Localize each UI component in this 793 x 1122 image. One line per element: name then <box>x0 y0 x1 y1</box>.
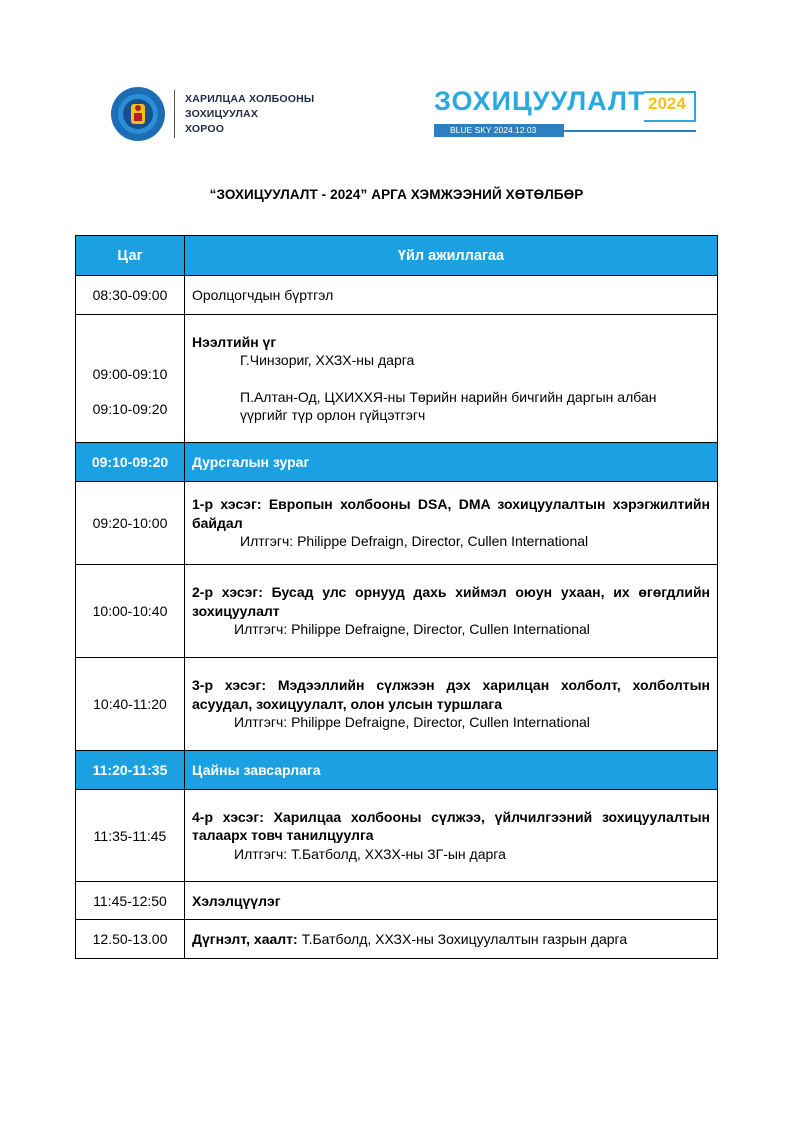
activity-cell <box>185 482 718 565</box>
speaker-line: үүргийг түр орлон гүйцэтгэгч <box>240 407 426 423</box>
activity-heading: Нээлтийн үг <box>192 333 277 350</box>
activity-heading: Дүгнэлт, хаалт: <box>192 931 298 947</box>
org-name-line: ХОРОО <box>185 122 225 135</box>
speaker-line: Г.Чинзориг, ХХЗХ-ны дарга <box>240 352 415 368</box>
speaker-line: Илтгэгч: Т.Батболд, ХХЗХ-ны ЗГ-ын дарга <box>234 845 506 862</box>
time-cell: 09:10-09:20 <box>76 443 185 482</box>
table-row <box>76 315 718 443</box>
table-row <box>76 565 718 658</box>
highlight-row <box>76 443 718 482</box>
activity-heading: 2-р хэсэг: Бусад улс орнууд дахь хиймэл оюун ухаан, их өгөгдлийн зохицуулалт <box>192 584 710 619</box>
time-value: 09:10-09:20 <box>92 401 168 417</box>
table-header-row <box>76 236 718 276</box>
activity-heading: 4-р хэсэг: Харилцаа холбооны сүлжээ, үйлчилгээний зохицуулалтын талаарх товч танилцуулга <box>192 808 710 844</box>
activity-cell <box>185 790 718 882</box>
speaker-line: Илтгэгч: Philippe Defraigne, Director, Cullen International <box>234 621 590 638</box>
time-cell: 10:00-10:40 <box>76 565 185 658</box>
time-cell: 09:20-10:00 <box>76 482 185 565</box>
org-logo <box>110 86 314 142</box>
mongolia-emblem-icon <box>110 86 166 142</box>
time-cell: 10:40-11:20 <box>76 658 185 751</box>
event-logo <box>434 84 698 140</box>
logo-divider <box>174 90 175 138</box>
column-header-activity: Үйл ажиллагаа <box>185 236 718 276</box>
page-title: “ЗОХИЦУУЛАЛТ - 2024” АРГА ХЭМЖЭЭНИЙ ХӨТӨЛБӨР <box>209 187 584 202</box>
org-name <box>185 92 314 137</box>
event-logo-subtitle: BLUE SKY 2024.12.03 <box>434 124 564 137</box>
org-name-line: ЗОХИЦУУЛАХ <box>185 107 259 120</box>
table-row <box>76 276 718 315</box>
column-header-time: Цаг <box>76 236 185 276</box>
time-cell: 11:20-11:35 <box>76 751 185 790</box>
table-row <box>76 920 718 959</box>
activity-cell: Дурсгалын зураг <box>185 443 718 482</box>
time-cell: 12.50-13.00 <box>76 920 185 959</box>
speaker-line: Илтгэгч: Philippe Defraign, Director, Cullen International <box>240 533 589 550</box>
speaker-line: П.Алтан-Од, ЦХИХХЯ-ны Төрийн нарийн бичгийн даргын албан <box>240 388 657 405</box>
table-row <box>76 790 718 882</box>
speaker-line: Илтгэгч: Philippe Defraigne, Director, Cullen International <box>234 714 590 731</box>
activity-cell <box>185 920 718 959</box>
activity-cell <box>185 658 718 751</box>
activity-text: Т.Батболд, ХХЗХ-ны Зохицуулалтын газрын дарга <box>297 931 628 947</box>
time-cell <box>76 315 185 443</box>
schedule-table <box>75 235 718 959</box>
activity-cell <box>185 565 718 658</box>
activity-cell: Цайны завсарлага <box>185 751 718 790</box>
event-logo-word: ЗОХИЦУУЛАЛТ <box>434 86 646 116</box>
table-row <box>76 658 718 751</box>
event-logo-year: 2024 <box>648 94 686 113</box>
event-logo-underline <box>564 130 696 132</box>
table-row <box>76 882 718 920</box>
time-cell: 11:35-11:45 <box>76 790 185 882</box>
highlight-row <box>76 751 718 790</box>
org-name-line: ХАРИЛЦАА ХОЛБООНЫ <box>185 92 315 105</box>
time-cell: 11:45-12:50 <box>76 882 185 920</box>
activity-cell: Оролцогчдын бүртгэл <box>185 276 718 315</box>
time-value: 09:00-09:10 <box>92 366 168 382</box>
activity-cell: Хэлэлцүүлэг <box>185 882 718 920</box>
activity-cell <box>185 315 718 443</box>
table-row <box>76 482 718 565</box>
time-cell: 08:30-09:00 <box>76 276 185 315</box>
activity-heading: 1-р хэсэг: Европын холбооны DSA, DMA зохицуулалтын хэрэгжилтийн байдал <box>192 496 710 531</box>
activity-heading: 3-р хэсэг: Мэдээллийн сүлжээн дэх харилцан холболт, холболтын асуудал, зохицуулалт, олон улсын туршлага <box>192 677 710 712</box>
